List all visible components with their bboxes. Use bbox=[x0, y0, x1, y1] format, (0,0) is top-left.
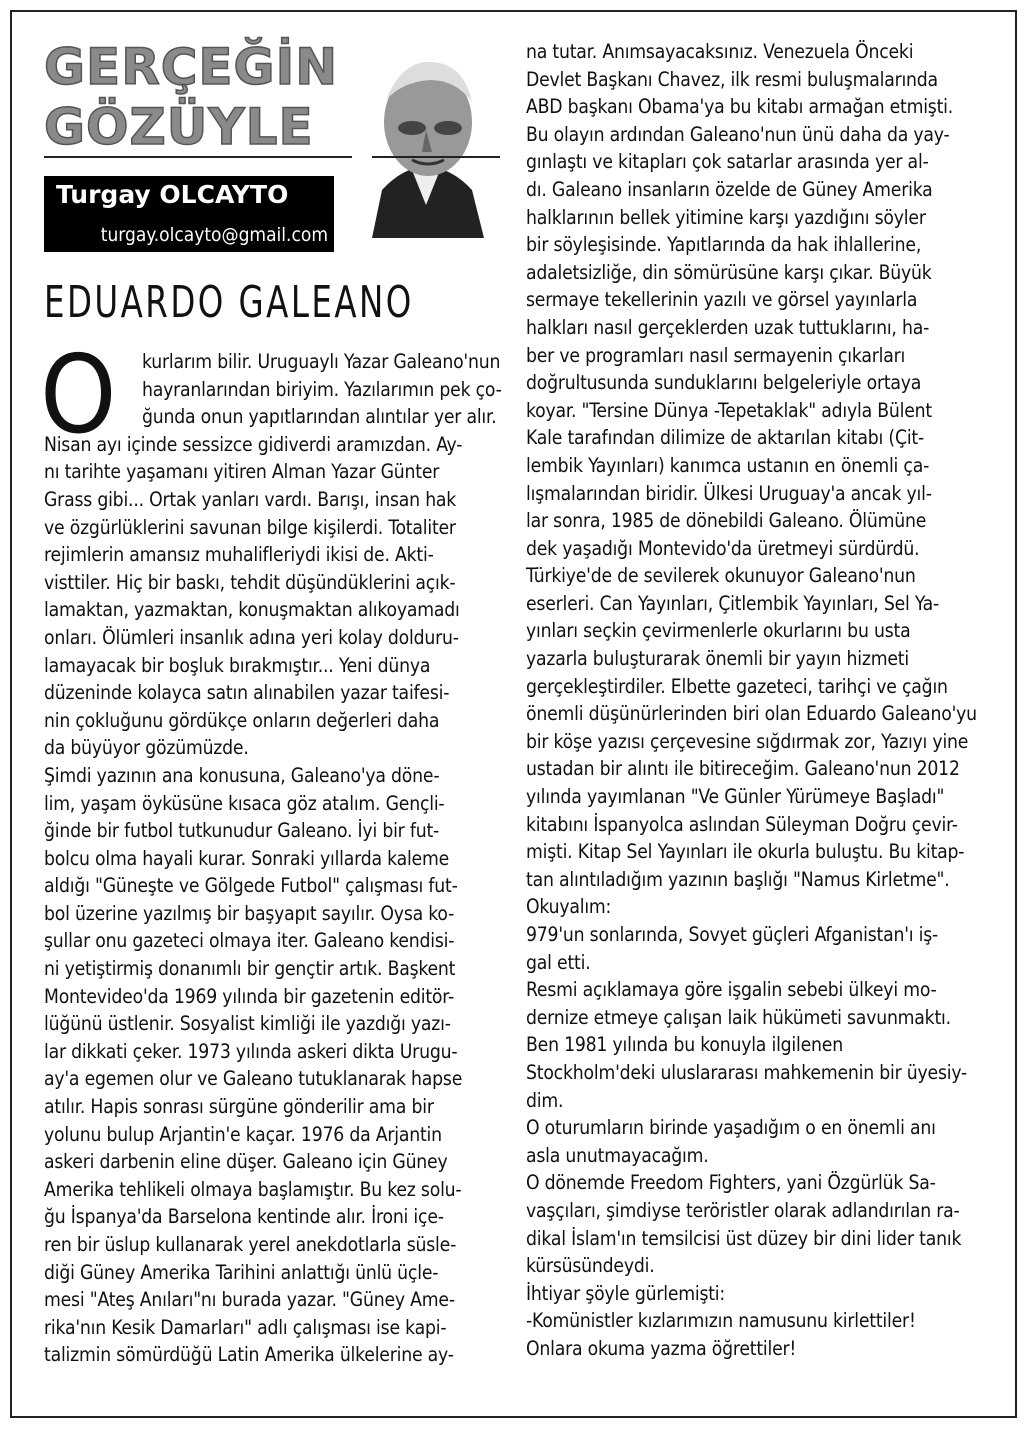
text-line: ren bir üslup kullanarak yerel anekdotlarla süsle- bbox=[44, 1233, 457, 1256]
text-line: halkları nasıl gerçeklerden uzak tuttuklarını, ha- bbox=[526, 315, 930, 339]
text-line: lamaktan, yazmaktan, konuşmaktan alıkoyamadı bbox=[44, 598, 460, 622]
text-line: dek yaşadığı Montevido'da üretmeyi sürdürdü. bbox=[526, 536, 920, 560]
text-line: Ben 1981 yılında bu konuyla ilgilenen bbox=[526, 1033, 843, 1057]
text-line: Amerika tehlikeli olmaya başlamıştır. Bu kez solu- bbox=[44, 1177, 462, 1201]
text-line: İhtiyar şöyle gürlemişti: bbox=[526, 1281, 726, 1305]
text-line: adaletsizliğe, din sömürüsüne karşı çıkar. Büyük bbox=[526, 260, 932, 284]
text-line: askeri darbenin eline düşer. Galeano için Güney bbox=[44, 1150, 448, 1174]
author-email[interactable]: turgay.olcayto@gmail.com bbox=[100, 224, 328, 246]
text-line: dikal İslam'ın temsilcisi üst düzey bir dini lider tanık bbox=[526, 1226, 962, 1250]
text-line: rika'nın Kesik Damarları" adlı çalışması ise kapi- bbox=[44, 1315, 447, 1339]
text-line: önemli düşünürlerinden biri olan Eduardo Galeano'yu bbox=[526, 702, 977, 726]
text-line: atılır. Hapis sonrası sürgüne gönderilir ama bir bbox=[44, 1095, 434, 1119]
text-line: dı. Galeano insanların özelde de Güney Amerika bbox=[526, 177, 933, 201]
text-line: ay'a egemen olur ve Galeano tutuklanarak hapse bbox=[44, 1067, 463, 1091]
text-line: dim. bbox=[526, 1088, 564, 1112]
text-line: talizmin sömürdüğü Latin Amerika ülkelerine ay- bbox=[44, 1343, 454, 1367]
author-name: Turgay OLCAYTO bbox=[56, 180, 289, 209]
text-line: lüğünü üstlenir. Sosyalist kimliği ile yazdığı yazı- bbox=[44, 1012, 451, 1036]
text-line: bir köşe yazısı çerçevesine sığdırmak zor, Yazıyı yine bbox=[526, 729, 969, 753]
text-line: lışmalarından biridir. Ülkesi Uruguay'a ancak yıl- bbox=[526, 481, 932, 505]
text-line: nin çokluğunu gördükçe onların değerleri daha bbox=[44, 708, 440, 732]
text-line: eserleri. Can Yayınları, Çitlembik Yayınları, Sel Ya- bbox=[526, 591, 940, 615]
text-line: Okuyalım: bbox=[526, 895, 612, 919]
text-line: tan alıntıladığım yazının başlığı "Namus Kirletme". bbox=[526, 867, 950, 891]
text-line: doğrultusunda sunduklarını belgeleriyle ortaya bbox=[526, 371, 922, 395]
text-line: halklarının bellek yitimine karşı yazdığını söyler bbox=[526, 205, 926, 229]
left-column bbox=[44, 348, 502, 1369]
text-line: mişti. Kitap Sel Yayınları ile okurla buluştu. Bu kitap- bbox=[526, 840, 965, 864]
text-line: lim, yaşam öyküsüne kısaca göz atalım. Gençli- bbox=[44, 791, 445, 815]
kicker-line-2: GÖZÜYLE bbox=[44, 98, 314, 156]
text-line: sermaye tekellerinin yazılı ve görsel yayınlarla bbox=[526, 288, 918, 312]
text-line: kürsüsündeydi. bbox=[526, 1254, 655, 1278]
text-line: bir söyleşisinde. Yapıtlarında da hak ihlallerine, bbox=[526, 233, 922, 257]
text-line: Grass gibi... Ortak yanları vardı. Barışı, insan hak bbox=[44, 487, 457, 511]
text-line: ve özgürlüklerini savunan bilge kişilerdi. Totaliter bbox=[44, 515, 456, 539]
text-line: ustadan bir alıntı ile bitireceğim. Galeano'nun 2012 bbox=[526, 757, 960, 781]
text-line: lar dikkati çeker. 1973 yılında askeri dikta Urugu- bbox=[44, 1039, 458, 1063]
text-line: bol üzerine yazılmış bir başyapıt sayılır. Oysa ko- bbox=[44, 901, 455, 925]
text-line: kurlarım bilir. Uruguaylı Yazar Galeano'nun bbox=[142, 350, 501, 373]
text-line: rejimlerin amansız muhalifleriydi ikisi de. Akti- bbox=[44, 543, 434, 567]
text-line: koyar. "Tersine Dünya -Tepetaklak" adıyla Bülent bbox=[526, 398, 932, 422]
article-title: EDUARDO GALEANO bbox=[44, 277, 414, 328]
text-line: Resmi açıklamaya göre işgalin sebebi ülkeyi mo- bbox=[526, 978, 937, 1002]
text-line: şullar onu gazeteci olmaya iter. Galeano kendisi- bbox=[44, 929, 455, 953]
text-line: 979'un sonlarında, Sovyet güçleri Afganistan'ı iş- bbox=[526, 923, 939, 946]
text-line: Montevideo'da 1969 yılında bir gazetenin editör- bbox=[44, 984, 454, 1008]
text-line: yazarla buluşturarak önemli bir yayın hizmeti bbox=[526, 647, 909, 671]
right-column bbox=[526, 38, 986, 1363]
text-line: ber ve programları nasıl sermayenin çıkarları bbox=[526, 343, 906, 367]
text-line: ğu İspanya'da Barselona kentinde alır. İroni içe- bbox=[44, 1205, 444, 1229]
text-line: Türkiye'de de sevilerek okunuyor Galeano'nun bbox=[526, 564, 916, 588]
text-line: bolcu olma hayali kurar. Sonraki yıllarda kaleme bbox=[44, 846, 450, 870]
text-line: hayranlarından biriyim. Yazılarımın pek ço- bbox=[142, 377, 502, 401]
text-line: gınlaştı ve kitapları çok satarlar arasında yer al- bbox=[526, 150, 929, 174]
text-line: gerçekleştirdiler. Elbette gazeteci, tarihçi ve çağın bbox=[526, 674, 948, 698]
text-line: düzeninde kolayca satın alınabilen yazar taifesi- bbox=[44, 681, 450, 705]
text-line: O dönemde Freedom Fighters, yani Özgürlük Sa- bbox=[526, 1171, 936, 1195]
text-line: yılında yayımlanan "Ve Günler Yürümeye Başladı" bbox=[526, 785, 945, 809]
text-line: ni yetiştirmiş donanımlı bir gençtir artık. Başkent bbox=[44, 957, 456, 981]
text-line: ğunda onun yapıtlarından alıntılar yer alır. bbox=[142, 405, 497, 429]
text-line: aldığı "Güneşte ve Gölgede Futbol" çalışması fut- bbox=[44, 874, 458, 898]
text-line: mesi "Ateş Anıları"nı burada yazar. "Güney Ame- bbox=[44, 1288, 455, 1312]
text-line: asla unutmayacağım. bbox=[526, 1143, 709, 1167]
text-line: da büyüyor gözümüzde. bbox=[44, 736, 249, 760]
text-line: na tutar. Anımsayacaksınız. Venezuela Önceki bbox=[526, 40, 914, 63]
kicker-rule bbox=[44, 156, 356, 158]
text-line: visttiler. Hiç bir baskı, tehdit düşündüklerini açık- bbox=[44, 570, 456, 594]
text-line: ğinde bir futbol tutkunudur Galeano. İyi bir fut- bbox=[44, 819, 440, 843]
text-line: Devlet Başkanı Chavez, ilk resmi buluşmalarında bbox=[526, 67, 938, 91]
text-line: yolunu bulup Arjantin'e kaçar. 1976 da Arjantin bbox=[44, 1122, 442, 1146]
text-line: dernize etmeye çalışan laik hükümeti savunmaktı. bbox=[526, 1005, 951, 1029]
text-line: Onlara okuma yazma öğrettiler! bbox=[526, 1336, 797, 1360]
text-line: O oturumların birinde yaşadığım o en önemli anı bbox=[526, 1116, 936, 1140]
text-line: ABD başkanı Obama'ya bu kitabı armağan etmişti. bbox=[526, 95, 954, 119]
text-line: Kale tarafından dilimize de aktarılan kitabı (Çit- bbox=[526, 426, 925, 450]
text-line: onları. Ölümleri insanlık adına yeri kolay dolduru- bbox=[44, 625, 459, 649]
text-line: Bu olayın ardından Galeano'nun ünü daha da yay- bbox=[526, 122, 950, 146]
text-line: yınları seçkin çevirmenlerle okurlarını bu usta bbox=[526, 619, 911, 643]
text-line: Nisan ayı içinde sessizce gidiverdi aramızdan. Ay- bbox=[44, 432, 463, 456]
text-line: lamayacak bir boşluk bırakmıştır... Yeni dünya bbox=[44, 653, 431, 677]
author-photo bbox=[352, 40, 500, 238]
text-line: Şimdi yazının ana konusuna, Galeano'ya döne- bbox=[44, 763, 440, 787]
text-line: diği Güney Amerika Tarihini anlattığı ünlü üçle- bbox=[44, 1260, 439, 1284]
column-kicker bbox=[44, 37, 338, 157]
text-line: kitabını İspanyolca aslından Süleyman Doğru çevir- bbox=[526, 812, 958, 836]
text-line: Stockholm'deki uluslararası mahkemenin bir üyesiy- bbox=[526, 1060, 968, 1084]
text-line: -Komünistler kızlarımızın namusunu kirlettiler! bbox=[526, 1309, 916, 1333]
text-line: lembik Yayınları) kanımca ustanın en önemli ça- bbox=[526, 453, 930, 477]
text-line: vaşçıları, şimdiyse teröristler olarak adlandırılan ra- bbox=[526, 1198, 960, 1222]
drop-cap: O bbox=[40, 333, 117, 458]
text-line: gal etti. bbox=[526, 950, 591, 974]
kicker-line-1: GERÇEĞİN bbox=[44, 38, 339, 96]
text-line: lar sonra, 1985 de dönebildi Galeano. Ölümüne bbox=[526, 509, 927, 533]
text-line: nı tarihte yaşamanı yitiren Alman Yazar Günter bbox=[44, 460, 440, 484]
